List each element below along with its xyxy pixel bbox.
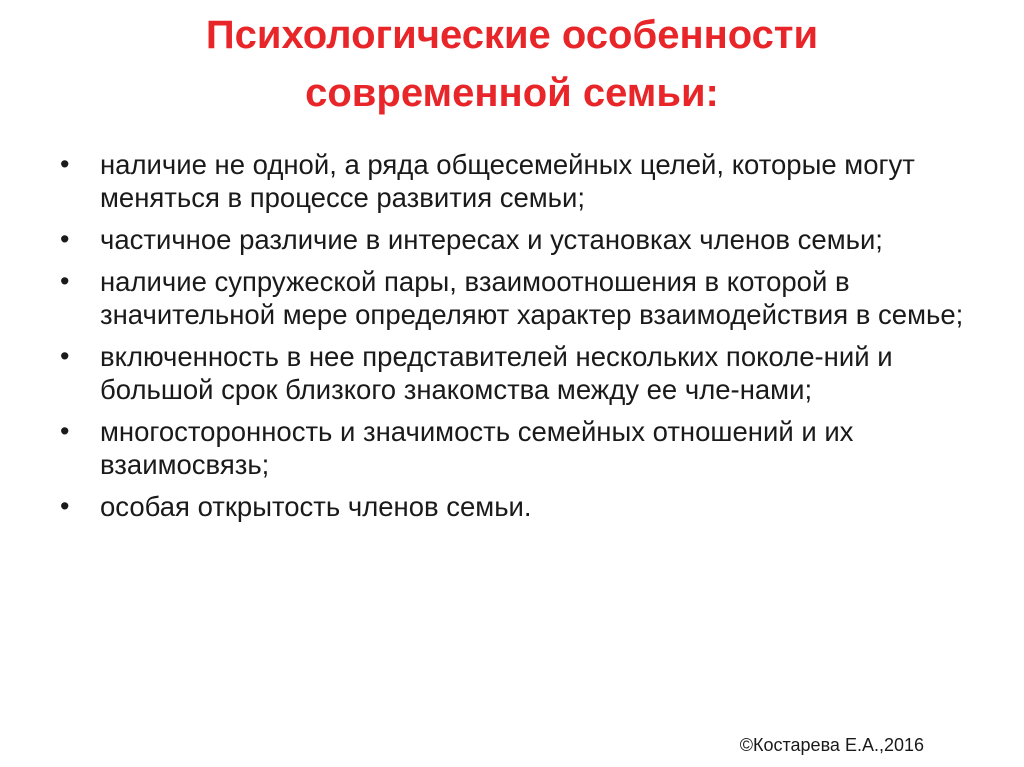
- title-line-2: современной семьи:: [305, 71, 719, 115]
- bullet-text-5: многосторонность и значимость семейных отношений и их взаимосвязь;: [100, 416, 854, 480]
- bullet-icon: •: [60, 266, 70, 296]
- bullet-text-3: наличие супружеской пары, взаимоотношения в которой в значительной мере определяют характер взаимодействия в семье;: [100, 266, 964, 330]
- bullet-list: [60, 148, 970, 532]
- bullet-item-4: [60, 340, 970, 406]
- bullet-item-6: [60, 490, 970, 523]
- bullet-item-5: [60, 415, 970, 481]
- bullet-item-3: [60, 265, 970, 331]
- bullet-text-6: особая открытость членов семьи.: [100, 491, 532, 522]
- bullet-item-1: [60, 148, 970, 214]
- bullet-icon: •: [60, 416, 70, 446]
- bullet-text-4: включенность в нее представителей нескольких поколе-ний и большой срок близкого знакомства между ее чле-нами;: [100, 341, 893, 405]
- bullet-icon: •: [60, 491, 70, 521]
- bullet-icon: •: [60, 341, 70, 371]
- copyright-footer: ©Костарева Е.А.,2016: [739, 735, 924, 755]
- slide-title: [60, 6, 964, 122]
- bullet-text-2: частичное различие в интересах и установках членов семьи;: [100, 224, 883, 255]
- bullet-text-1: наличие не одной, а ряда общесемейных целей, которые могут меняться в процессе развития семьи;: [100, 149, 915, 213]
- bullet-item-2: [60, 223, 970, 256]
- bullet-icon: •: [60, 224, 70, 254]
- title-line-1: Психологические особенности: [205, 13, 819, 57]
- bullet-icon: •: [60, 149, 70, 179]
